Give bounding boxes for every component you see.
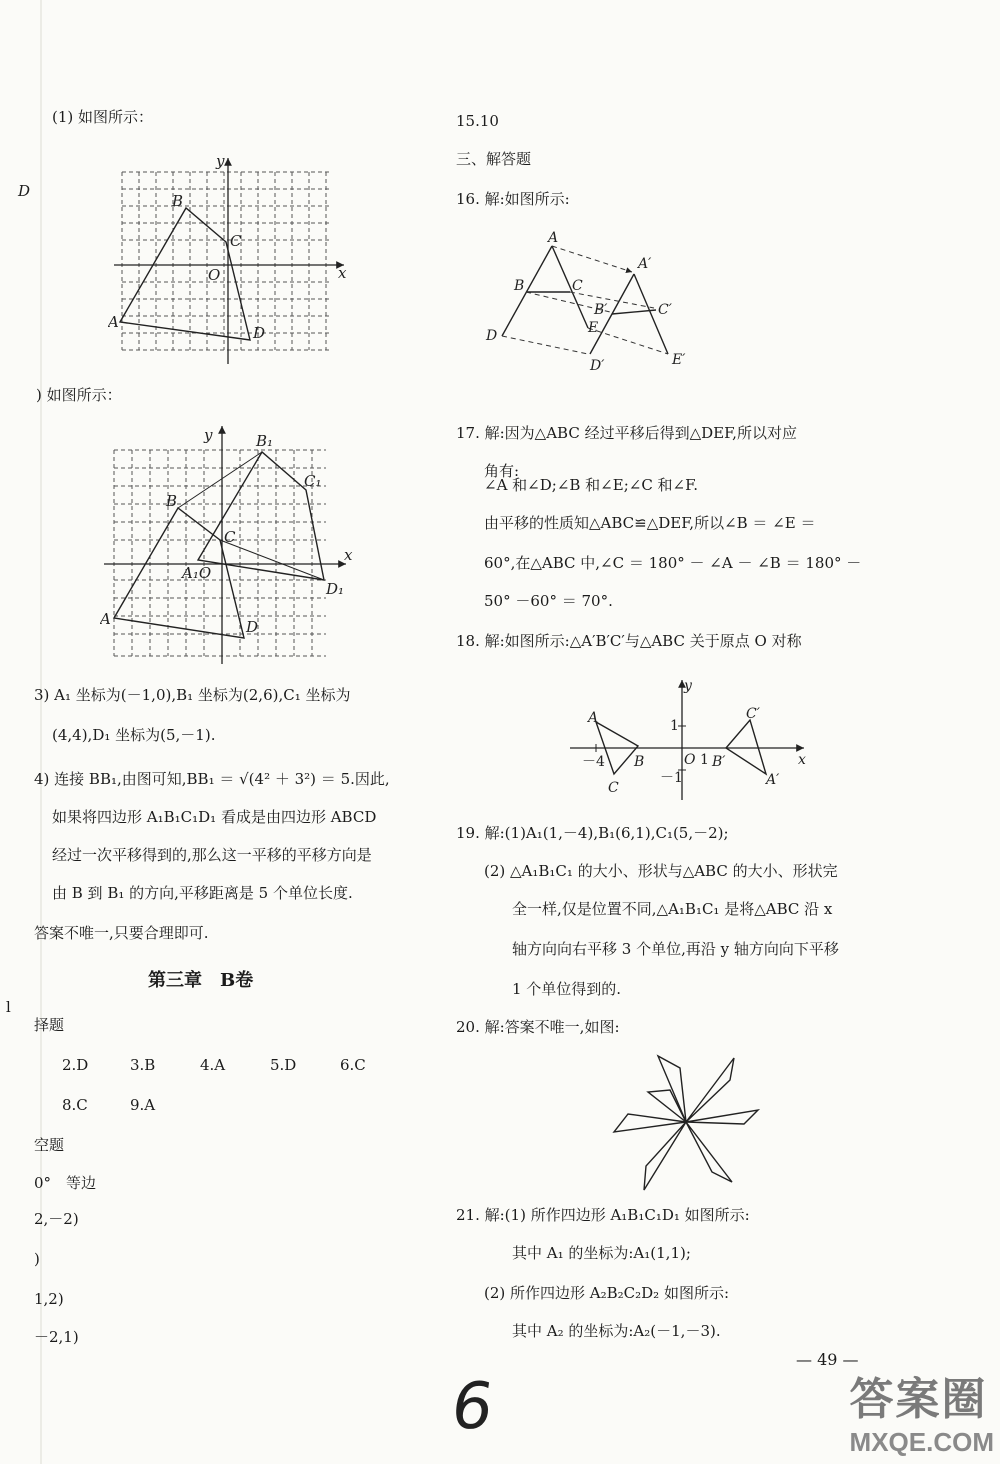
q4-line-3: 经过一次平移得到的,那么这一平移的平移方向是 [52,846,372,864]
q19-line-2: (2) △A₁B₁C₁ 的大小、形状与△ABC 的大小、形状完 [484,862,838,880]
section-choice: 择题 [34,1016,65,1034]
choice-9: 9.A [130,1096,156,1114]
fig2-label-y: y [204,426,213,444]
answer-15: 15.10 [456,112,499,130]
figure-quadrilateral-abcd [108,152,358,368]
fig2-label-d1: D₁ [326,580,345,598]
q3-line-2: (4,4),D₁ 坐标为(5,－1). [52,726,216,744]
watermark-logo: 答案圈 [849,1375,988,1424]
watermark [850,1363,994,1458]
fill-line-2: 2,－2) [34,1210,79,1228]
fig1-label-d: D [253,324,266,342]
q17-line-1: 17. 解:因为△ABC 经过平移后得到△DEF,所以对应 [456,424,797,442]
choice-5: 5.D [270,1056,297,1074]
fig18-label-a: A [588,710,599,726]
fill-line-3: ) [34,1250,40,1268]
section-fill: 空题 [34,1136,65,1154]
fig2-label-b: B [166,492,178,510]
q19-line-1: 19. 解:(1)A₁(1,－4),B₁(6,1),C₁(5,－2); [456,824,729,842]
fig2-label-a1o: A₁O [182,564,212,582]
fig16-label-d-prime: D′ [590,358,605,374]
fig18-label-c-prime: C′ [746,706,760,722]
fig1-label-o: O [208,266,221,284]
q4-line-4: 由 B 到 B₁ 的方向,平移距离是 5 个单位长度. [52,884,353,902]
fig18-tick-1: 1 [670,718,679,734]
q19-line-4: 轴方向向右平移 3 个单位,再沿 y 轴方向向下平移 [512,940,839,958]
fig18-label-c: C [608,780,619,796]
fig18-label-b: B [634,754,645,770]
fig2-label-d: D [246,618,259,636]
fig1-label-c: C [230,232,242,250]
q21-line-2: 其中 A₁ 的坐标为:A₁(1,1); [512,1244,691,1262]
figure-translated-quadrilateral [100,420,360,668]
q4-line-2: 如果将四边形 A₁B₁C₁D₁ 看成是由四边形 ABCD [52,808,377,826]
fill-line-1: 0° 等边 [34,1174,97,1192]
q21-line-1: 21. 解:(1) 所作四边形 A₁B₁C₁D₁ 如图所示: [456,1206,750,1224]
fill-line-5: －2,1) [34,1328,79,1346]
fig18-label-b-prime: B′ [712,754,726,770]
fig16-label-b-prime: B′ [594,302,608,318]
fig1-label-x: x [338,264,347,282]
fig2-label-a: A [100,610,111,628]
watermark-url: MXQE.COM [849,1427,994,1457]
q19-line-3: 全一样,仅是位置不同,△A₁B₁C₁ 是将△ABC 沿 x [512,900,833,918]
fig16-label-b: B [514,278,525,294]
fig1-label-y: y [216,152,225,170]
fig2-label-x: x [344,546,353,564]
edge-letter-d: D [18,182,31,200]
fig18-tick-neg4: －4 [582,754,605,770]
fig16-label-e-prime: E′ [672,352,686,368]
edge-mark: l [6,998,11,1016]
fig16-label-c: C [572,278,583,294]
q17-line-2: 角有: [484,462,520,480]
fig2-label-c: C [224,528,236,546]
fill-line-4: 1,2) [34,1290,64,1308]
q18-line-1: 18. 解:如图所示:△A′B′C′与△ABC 关于原点 O 对称 [456,632,802,650]
q21-line-4: 其中 A₂ 的坐标为:A₂(－1,－3). [512,1322,721,1340]
q17-line-3: ∠A 和∠D;∠B 和∠E;∠C 和∠F. [484,476,698,494]
fig16-label-a: A [548,230,559,246]
fig18-label-a-prime: A′ [766,772,780,788]
q20-line-1: 20. 解:答案不唯一,如图: [456,1018,620,1036]
q4-line-1: 4) 连接 BB₁,由图可知,BB₁ ＝ √(4² ＋ 3²) ＝ 5.因此, [34,770,390,788]
fig18-tick-1-x: 1 [700,752,709,768]
fig2-label-c1: C₁ [304,472,322,490]
choice-8: 8.C [62,1096,88,1114]
choice-6: 6.C [340,1056,366,1074]
section-3: 三、解答题 [456,150,532,168]
fig1-label-a: A [108,313,119,331]
fig16-label-a-prime: A′ [638,256,652,272]
choice-4: 4.A [200,1056,226,1074]
figure-20-pinwheel [608,1052,764,1192]
fig1-label-b: B [172,192,184,210]
figure-18-central-symmetry [566,676,810,804]
answer-note: 答案不唯一,只要合理即可. [34,924,209,942]
fig16-label-d: D [486,328,498,344]
q3-line-1: 3) A₁ 坐标为(－1,0),B₁ 坐标为(2,6),C₁ 坐标为 [34,686,351,704]
fig16-label-c-prime: C′ [658,302,672,318]
page-number: — 49 — [796,1350,859,1369]
fig18-tick-neg1: －1 [660,770,683,786]
chapter-title: 第三章 B卷 [148,970,254,991]
fig2-label-b1: B₁ [256,432,274,450]
binding-edge [40,0,42,1464]
choice-3: 3.B [130,1056,156,1074]
q17-line-5: 60°,在△ABC 中,∠C ＝ 180° － ∠A － ∠B ＝ 180° － [484,554,862,572]
figure-16-translation [480,228,700,376]
fig18-label-o: O [684,752,696,768]
q2-intro: ) 如图所示： [36,386,122,404]
q21-line-3: (2) 所作四边形 A₂B₂C₂D₂ 如图所示: [484,1284,730,1302]
fig18-label-y: y [684,678,692,694]
fig16-label-e: E [588,320,599,336]
q19-line-5: 1 个单位得到的. [512,980,622,998]
handwritten-six: 6 [446,1370,498,1444]
q17-line-4: 由平移的性质知△ABC≌△DEF,所以∠B ＝ ∠E ＝ [484,514,816,532]
q16-line-1: 16. 解:如图所示: [456,190,570,208]
fig18-label-x: x [798,752,806,768]
q1-intro: (1) 如图所示： [52,108,154,126]
choice-2: 2.D [62,1056,89,1074]
q17-line-6: 50° －60° ＝ 70°. [484,592,613,610]
